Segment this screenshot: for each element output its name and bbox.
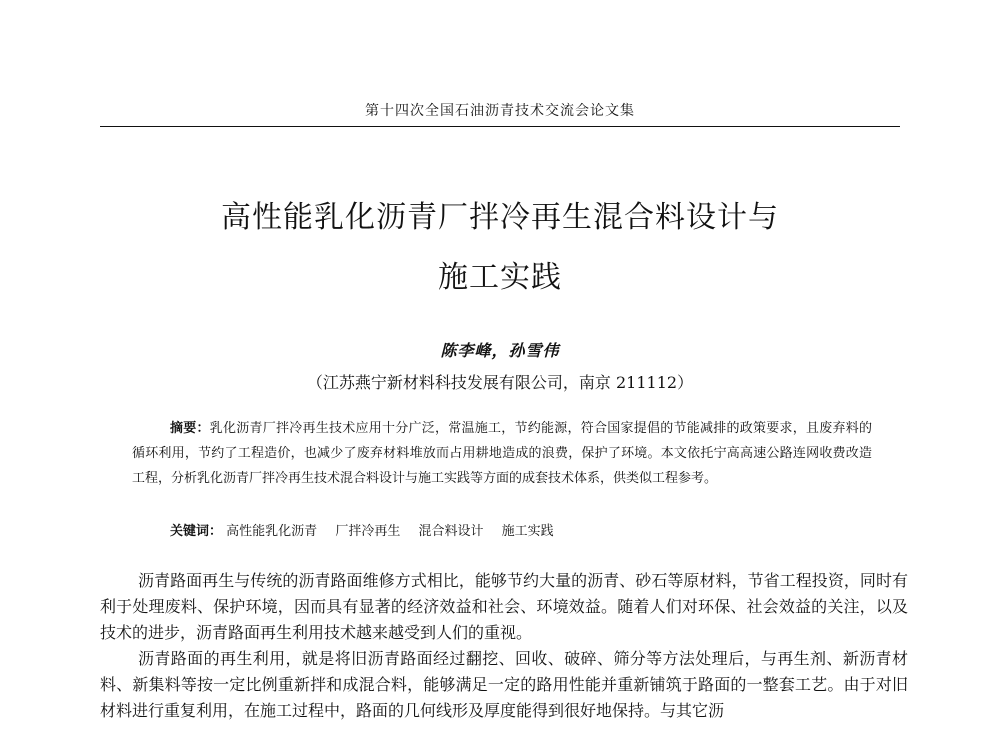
running-header: 第十四次全国石油沥青技术交流会论文集 — [365, 103, 635, 119]
abstract — [132, 416, 872, 491]
keyword-item: 高性能乳化沥青 — [226, 524, 318, 539]
header-divider — [100, 126, 900, 127]
abstract-text: 乳化沥青厂拌冷再生技术应用十分广泛，常温施工，节约能源，符合国家提倡的节能减排的政策要求，且废弃料的循环利用，节约了工程造价，也减少了废弃材料堆放而占用耕地造成的浪费，保护了环境。本文依托宁高高速公路连网收费改造工程，分析乳化沥青厂拌冷再生技术混合料设计与施工实践等方面的成套技术体系，供类似工程参考。 — [132, 421, 872, 486]
paper-title-line-1: 高性能乳化沥青厂拌冷再生混合料设计与 — [221, 200, 779, 235]
keywords-label: 关键词： — [170, 524, 223, 539]
paper-title-line-2: 施工实践 — [438, 260, 562, 295]
author-affiliation: （江苏燕宁新材料科技发展有限公司，南京 211112） — [306, 373, 694, 392]
keywords — [170, 520, 870, 539]
body-paragraph: 沥青路面再生与传统的沥青路面维修方式相比，能够节约大量的沥青、砂石等原材料，节省工程投资，同时有利于处理废料、保护环境，因而具有显著的经济效益和社会、环境效益。随着人们对环保、社会效益的关注，以及技术的进步，沥青路面再生利用技术越来越受到人们的重视。 — [100, 571, 908, 642]
body-text — [100, 568, 908, 724]
keyword-item: 施工实践 — [501, 524, 554, 539]
keyword-item: 混合料设计 — [418, 524, 484, 539]
abstract-label: 摘要： — [170, 421, 210, 436]
body-paragraph: 沥青路面的再生利用，就是将旧沥青路面经过翻挖、回收、破碎、筛分等方法处理后，与再生剂、新沥青材料、新集料等按一定比例重新拌和成混合料，能够满足一定的路用性能并重新铺筑于路面的一整套工艺。由于对旧材料进行重复利用，在施工过程中，路面的几何线形及厚度能得到很好地保持。与其它沥 — [100, 649, 908, 720]
keyword-item: 厂拌冷再生 — [335, 524, 401, 539]
author-list: 陈李峰，孙雪伟 — [440, 341, 560, 360]
